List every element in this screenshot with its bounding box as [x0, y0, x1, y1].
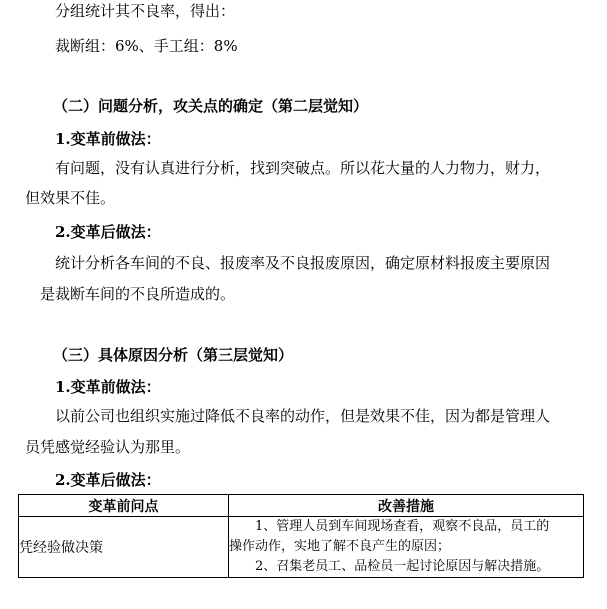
- header-problem: 变革前问点: [19, 495, 229, 517]
- header-measures: 改善措施: [229, 495, 584, 517]
- section-3-before-text-1: 以前公司也组织实施过降低不良率的动作，但是效果不佳，因为都是管理人: [55, 407, 551, 425]
- section-3-after-heading: 2.变革后做法：: [55, 471, 161, 489]
- section-3-heading: （三）具体原因分析（第三层觉知）: [53, 346, 294, 364]
- section-2-before-text-2: 但效果不佳。: [25, 189, 116, 207]
- measures-cell: [229, 517, 584, 578]
- table-row: [19, 517, 584, 578]
- problem-cell: 凭经验做决策: [19, 517, 229, 578]
- section-2-after-text-2: 是裁断车间的不良所造成的。: [40, 285, 236, 303]
- table-header-row: [19, 495, 584, 517]
- section-2-before-text-1: 有问题，没有认真进行分析，找到突破点。所以花大量的人力物力，财力，: [55, 159, 551, 177]
- section-2-heading: （二）问题分析，攻关点的确定（第二层觉知）: [53, 97, 369, 115]
- measure-line-1: 1、管理人员到车间现场查看，观察不良品，员工的: [255, 519, 550, 534]
- intro-line-2: 裁断组：6%、手工组：8%: [55, 37, 238, 55]
- section-2-after-text-1: 统计分析各车间的不良、报废率及不良报废原因，确定原材料报废主要原因: [55, 254, 551, 272]
- section-3-before-heading: 1.变革前做法：: [55, 378, 161, 396]
- reform-table: [18, 494, 584, 578]
- measure-line-2: 操作动作，实地了解不良产生的原因；: [229, 539, 451, 554]
- section-2-after-heading: 2.变革后做法：: [55, 223, 161, 241]
- section-2-before-heading: 1.变革前做法：: [55, 130, 161, 148]
- intro-line-1: 分组统计其不良率，得出：: [55, 2, 236, 20]
- measure-line-3: 2、召集老员工、品检员一起讨论原因与解决措施。: [255, 559, 550, 574]
- section-3-before-text-2: 员凭感觉经验认为那里。: [25, 438, 191, 456]
